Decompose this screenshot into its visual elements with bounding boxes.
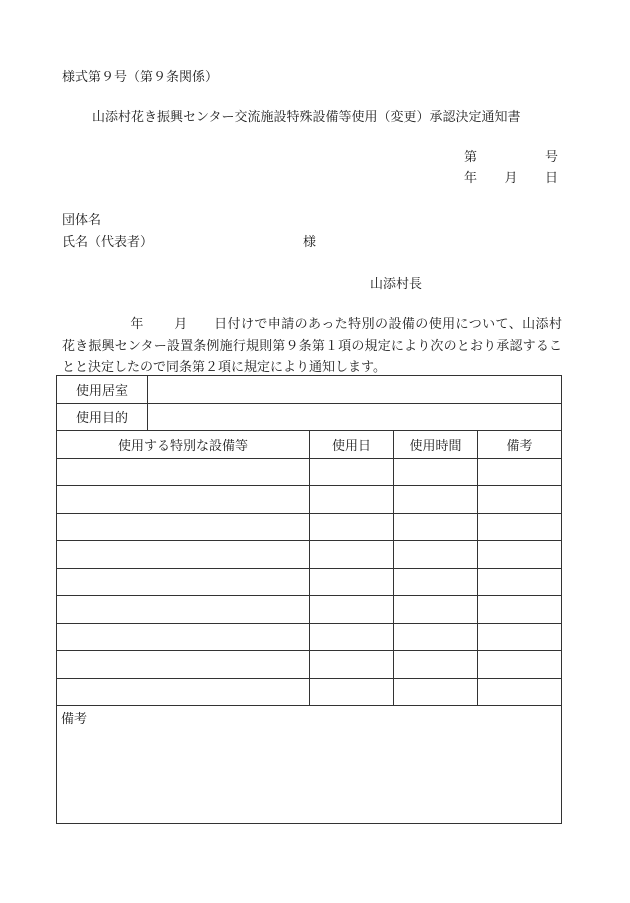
date-cell[interactable] [310, 486, 394, 514]
table-row [57, 568, 562, 596]
remarks-area[interactable] [57, 706, 562, 824]
date-cell[interactable] [310, 513, 394, 541]
time-cell[interactable] [394, 678, 478, 706]
representative-label: 氏名（代表者） [62, 235, 154, 250]
room-value-cell[interactable] [148, 376, 562, 404]
purpose-row [57, 403, 562, 431]
equipment-cell[interactable] [57, 458, 310, 486]
table-row [57, 623, 562, 651]
equipment-cell[interactable] [57, 568, 310, 596]
remarks-label: 備考 [61, 712, 88, 727]
date-cell[interactable] [310, 541, 394, 569]
column-header-equipment: 使用する特別な設備等 [57, 431, 310, 459]
body-paragraph [62, 314, 562, 379]
equipment-cell[interactable] [57, 486, 310, 514]
date-cell[interactable] [310, 596, 394, 624]
time-cell[interactable] [394, 513, 478, 541]
time-cell[interactable] [394, 486, 478, 514]
purpose-label: 使用目的 [57, 403, 148, 431]
remarks-cell[interactable] [478, 623, 562, 651]
purpose-value-cell[interactable] [148, 403, 562, 431]
date-cell[interactable] [310, 623, 394, 651]
table-row [57, 596, 562, 624]
body-month: 月 [173, 317, 188, 332]
column-header-time: 使用時間 [394, 431, 478, 459]
equipment-cell[interactable] [57, 596, 310, 624]
remarks-cell[interactable] [478, 458, 562, 486]
date-month: 月 [504, 171, 518, 186]
equipment-cell[interactable] [57, 678, 310, 706]
body-year: 年 [130, 317, 144, 332]
usage-table [56, 375, 562, 824]
issuer: 山添村長 [370, 277, 423, 292]
time-cell[interactable] [394, 568, 478, 596]
table-row [57, 486, 562, 514]
date-year: 年 [464, 171, 478, 186]
table-header-row [57, 431, 562, 459]
column-header-remarks: 備考 [478, 431, 562, 459]
table-row [57, 651, 562, 679]
table-row [57, 513, 562, 541]
date-cell[interactable] [310, 651, 394, 679]
table-row [57, 541, 562, 569]
number-suffix: 号 [544, 150, 558, 165]
room-label: 使用居室 [57, 376, 148, 404]
remarks-cell[interactable] [478, 513, 562, 541]
document-number-line [464, 146, 558, 165]
remarks-cell[interactable] [478, 596, 562, 624]
document-title: 山添村花き振興センター交流施設特殊設備等使用（変更）承認決定通知書 [92, 110, 521, 125]
table-row [57, 678, 562, 706]
body-text: 日付けで申請のあった特別の設備の使用について、山添村花き振興センター設置条例施行規則第９条第１項の規定により次のとおり承認することと決定したので同条第２項に規定により通知します。 [62, 317, 562, 375]
equipment-cell[interactable] [57, 623, 310, 651]
remarks-row [57, 706, 562, 824]
honorific: 様 [303, 235, 317, 250]
number-prefix: 第 [464, 150, 478, 165]
date-day: 日 [544, 171, 558, 186]
column-header-date: 使用日 [310, 431, 394, 459]
table-row [57, 458, 562, 486]
time-cell[interactable] [394, 596, 478, 624]
time-cell[interactable] [394, 623, 478, 651]
time-cell[interactable] [394, 541, 478, 569]
remarks-cell[interactable] [478, 651, 562, 679]
date-cell[interactable] [310, 568, 394, 596]
form-number: 様式第９号（第９条関係） [62, 70, 219, 85]
time-cell[interactable] [394, 651, 478, 679]
time-cell[interactable] [394, 458, 478, 486]
room-row [57, 376, 562, 404]
org-name-label: 団体名 [62, 213, 102, 228]
remarks-cell[interactable] [478, 541, 562, 569]
equipment-cell[interactable] [57, 541, 310, 569]
date-cell[interactable] [310, 458, 394, 486]
remarks-cell[interactable] [478, 678, 562, 706]
equipment-cell[interactable] [57, 651, 310, 679]
equipment-cell[interactable] [57, 513, 310, 541]
remarks-cell[interactable] [478, 486, 562, 514]
document-date-line [464, 167, 558, 186]
date-cell[interactable] [310, 678, 394, 706]
remarks-cell[interactable] [478, 568, 562, 596]
